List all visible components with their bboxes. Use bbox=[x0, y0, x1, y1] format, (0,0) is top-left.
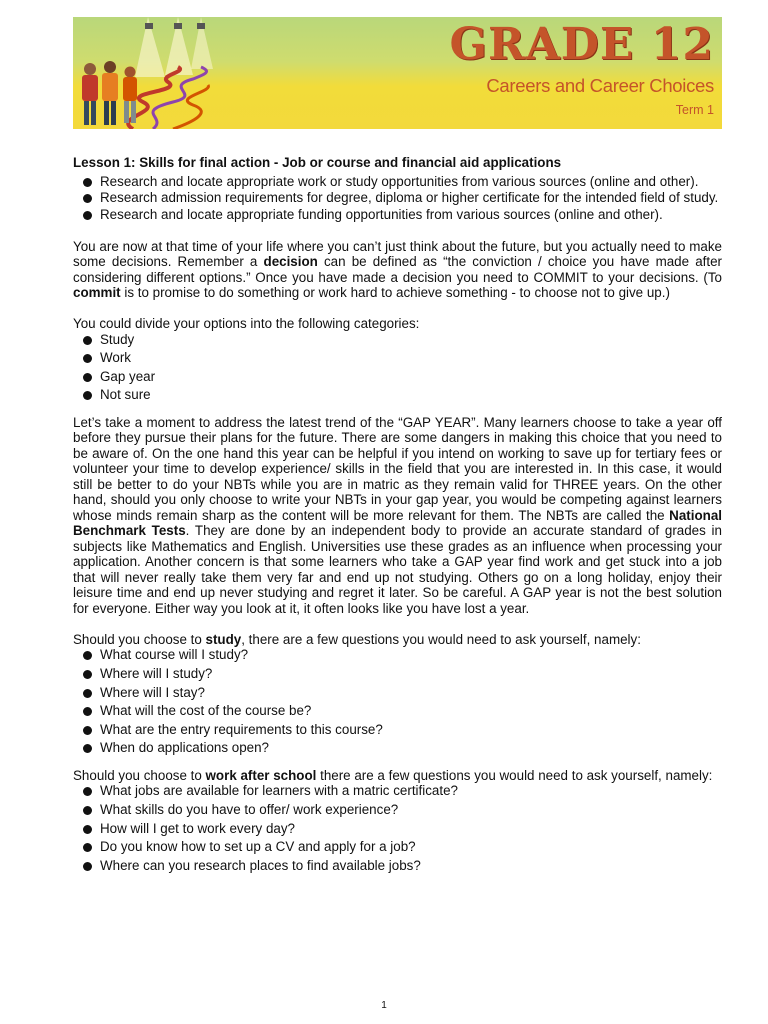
work-lead: Should you choose to work after school there are a few questions you would need to ask yourself, namely: bbox=[73, 767, 713, 783]
list-item: Study bbox=[82, 332, 722, 348]
page-number: 1 bbox=[381, 1000, 387, 1011]
list-item: What skills do you have to offer/ work experience? bbox=[82, 802, 722, 818]
options-list bbox=[73, 332, 722, 403]
nbt-keyword: National Benchmark Tests bbox=[73, 507, 722, 539]
term-label: Term 1 bbox=[675, 103, 714, 117]
document-body bbox=[73, 155, 722, 876]
list-item: Gap year bbox=[82, 369, 722, 385]
career-path-illustration bbox=[73, 17, 223, 129]
lesson-outcomes-list bbox=[73, 174, 722, 223]
subject-subtitle: Careers and Career Choices bbox=[486, 75, 714, 96]
decision-keyword: decision bbox=[263, 254, 318, 269]
header-banner bbox=[73, 17, 722, 129]
gap-year-paragraph: Let’s take a moment to address the latest trend of the “GAP YEAR”. Many learners choose to take a year off before they pursue their plans for the future. There are some dangers in making this choice that you need to be aware of. On the one hand this year can be helpful if you intend on working to save up for tertiary fees or volunteer your time to develop experience/ skills in the field that you are interested in. In this case, it would still be better to do your NBTs while you are in matric as they remain valid for THREE years. On the other hand, should you only choose to write your NBTs in your gap year, you would be competing against learners whose minds remain sharp as the content will be more relevant for them. The NBTs are called the National Benchmark Tests. They are done by an independent body to provide an accurate standard of grades in subjects like Mathematics and English. Universities use these grades as an influence when processing your application. Another concern is that some learners who take a GAP year find work and get stuck into a job that will never really take them very far and end up not studying. Others go on a long holiday, enjoy their leisure time and end up never studying and regret it later. So be careful. A GAP year is not the best solution for everyone. Either way you look at it, it often looks like you have lost a year. bbox=[73, 414, 722, 616]
list-item: Not sure bbox=[82, 387, 722, 403]
list-item: How will I get to work every day? bbox=[82, 821, 722, 837]
list-item: Work bbox=[82, 350, 722, 366]
study-lead: Should you choose to study, there are a few questions you would need to ask yourself, namely: bbox=[73, 631, 641, 647]
grade-title: GRADE 12 bbox=[449, 19, 714, 70]
options-lead: You could divide your options into the following categories: bbox=[73, 316, 420, 331]
list-item: Where can you research places to find available jobs? bbox=[82, 858, 722, 874]
list-item: What course will I study? bbox=[82, 647, 722, 663]
study-questions-list bbox=[73, 647, 722, 755]
lesson-heading: Lesson 1: Skills for final action - Job or course and financial aid applications bbox=[73, 155, 562, 170]
list-item: Research admission requirements for degree, diploma or higher certificate for the intended field of study. bbox=[82, 190, 722, 206]
list-item: When do applications open? bbox=[82, 740, 722, 756]
commit-keyword: commit bbox=[73, 285, 121, 300]
list-item: Where will I study? bbox=[82, 666, 722, 682]
list-item: What will the cost of the course be? bbox=[82, 703, 722, 719]
list-item: Research and locate appropriate work or study opportunities from various sources (online and other). bbox=[82, 174, 722, 190]
list-item: What jobs are available for learners with a matric certificate? bbox=[82, 783, 722, 799]
work-keyword: work after school bbox=[205, 767, 317, 783]
list-item: What are the entry requirements to this course? bbox=[82, 722, 722, 738]
list-item: Do you know how to set up a CV and apply for a job? bbox=[82, 839, 722, 855]
list-item: Where will I stay? bbox=[82, 685, 722, 701]
list-item: Research and locate appropriate funding opportunities from various sources (online and other). bbox=[82, 207, 722, 223]
work-questions-list bbox=[73, 783, 722, 873]
intro-paragraph: You are now at that time of your life where you can’t just think about the future, but you actually need to make some decisions. Remember a decision can be defined as “the conviction / choice you have made after considering different options.” Once you have made a decision you need to COMMIT to your decisions. (To commit is to promise to do something or work hard to achieve something - to choose not to give up.) bbox=[73, 238, 722, 300]
study-keyword: study bbox=[205, 631, 242, 647]
